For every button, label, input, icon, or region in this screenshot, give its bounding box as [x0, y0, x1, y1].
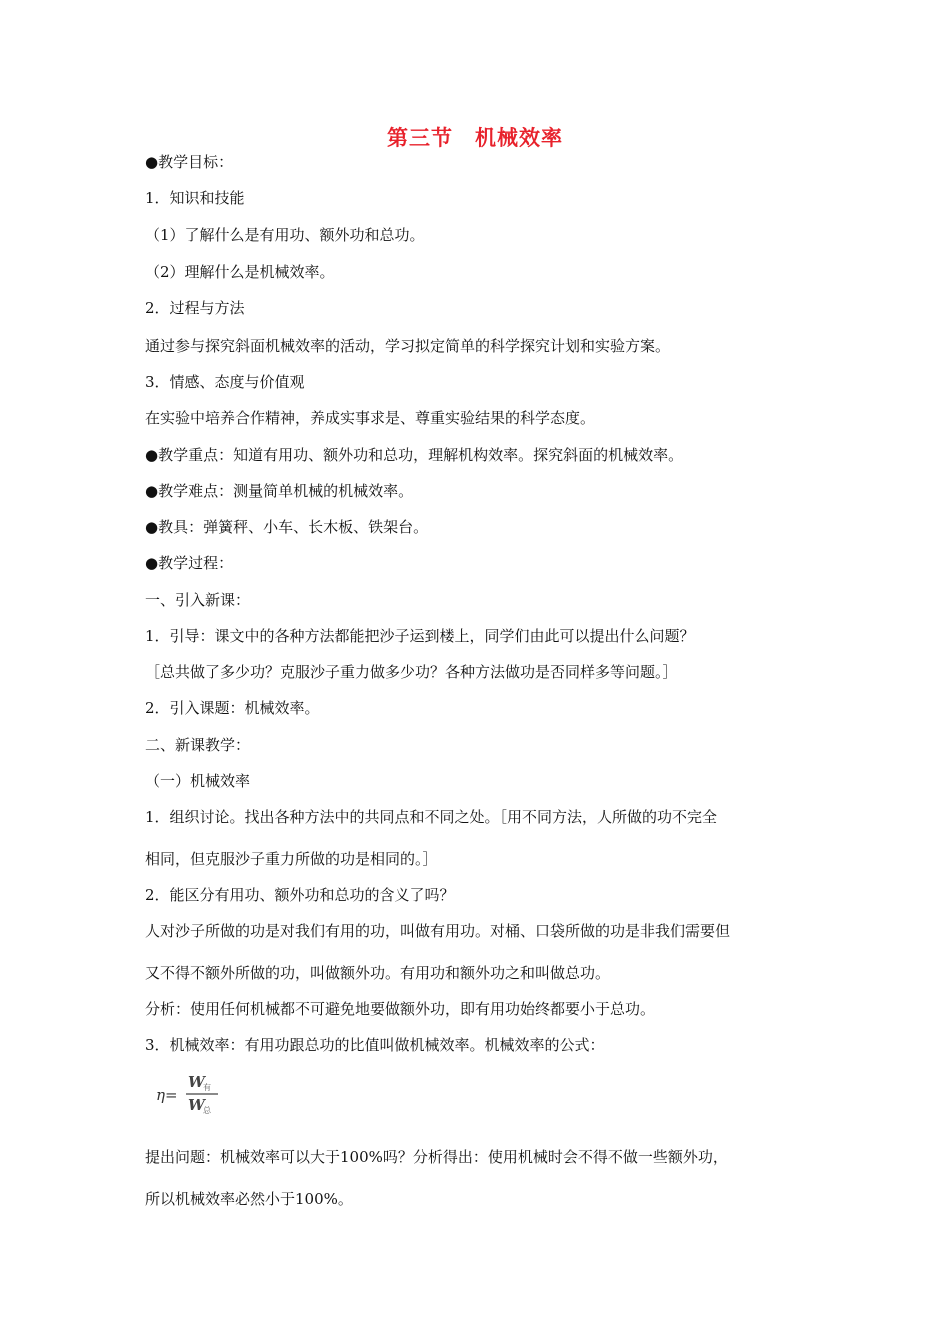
intro-guide: 1．引导：课文中的各种方法都能把沙子运到楼上，同学们由此可以提出什么问题？: [145, 627, 695, 645]
section-key-points: ●教学重点：知道有用功、额外功和总功，理解机构效率。探究斜面的机械效率。: [145, 446, 684, 464]
goal-attitude-heading: 3．情感、态度与价值观: [145, 373, 305, 391]
page-title: 第三节 机械效率: [387, 126, 563, 150]
part-two-heading: 二、新课教学：: [145, 736, 251, 754]
goal-item-1: （1）了解什么是有用功、额外功和总功。: [145, 226, 425, 244]
goal-process-text: 通过参与探究斜面机械效率的活动，学习拟定简单的科学探究计划和实验方案。: [145, 337, 671, 355]
section-teaching-goals: ●教学目标：: [145, 153, 234, 171]
formula-lhs: η=: [156, 1086, 178, 1104]
efficiency-formula: [156, 1072, 236, 1118]
question-line-1: 提出问题：机械效率可以大于100%吗？分析得出：使用机械时会不得不做一些额外功，: [145, 1148, 728, 1166]
work-types-question: 2．能区分有用功、额外功和总功的含义了吗？: [145, 886, 455, 904]
formula-denominator-sub: 总: [203, 1106, 211, 1115]
subsection-efficiency: （一）机械效率: [145, 772, 251, 790]
discussion-line-1: 1．组织讨论。找出各种方法中的共同点和不同之处。［用不同方法，人所做的功不完全: [145, 808, 718, 826]
section-teaching-tools: ●教具：弹簧秤、小车、长木板、铁架台。: [145, 518, 429, 536]
intro-topic: 2．引入课题：机械效率。: [145, 699, 320, 717]
goal-knowledge-heading: 1．知识和技能: [145, 189, 245, 207]
formula-numerator-sub: 有: [203, 1083, 211, 1092]
efficiency-definition: 3．机械效率：有用功跟总功的比值叫做机械效率。机械效率的公式：: [145, 1036, 605, 1054]
analysis-text: 分析：使用任何机械都不可避免地要做额外功，即有用功始终都要小于总功。: [145, 1000, 656, 1018]
goal-item-2: （2）理解什么是机械效率。: [145, 263, 335, 281]
section-teaching-process: ●教学过程：: [145, 554, 234, 572]
intro-questions: ［总共做了多少功？克服沙子重力做多少功？各种方法做功是否同样多等问题。］: [145, 663, 678, 681]
formula-numerator: W: [188, 1073, 205, 1091]
section-difficulties: ●教学难点：测量简单机械的机械效率。: [145, 482, 414, 500]
discussion-line-2: 相同，但克服沙子重力所做的功是相同的。］: [145, 850, 438, 868]
formula-denominator: W: [188, 1096, 205, 1114]
work-explanation-line-1: 人对沙子所做的功是对我们有用的功，叫做有用功。对桶、口袋所做的功是非我们需要但: [145, 922, 731, 940]
part-one-heading: 一、引入新课：: [145, 591, 251, 609]
goal-attitude-text: 在实验中培养合作精神，养成实事求是、尊重实验结果的科学态度。: [145, 409, 596, 427]
work-explanation-line-2: 又不得不额外所做的功，叫做额外功。有用功和额外功之和叫做总功。: [145, 964, 611, 982]
question-line-2: 所以机械效率必然小于100%。: [145, 1190, 353, 1208]
goal-process-heading: 2．过程与方法: [145, 299, 245, 317]
